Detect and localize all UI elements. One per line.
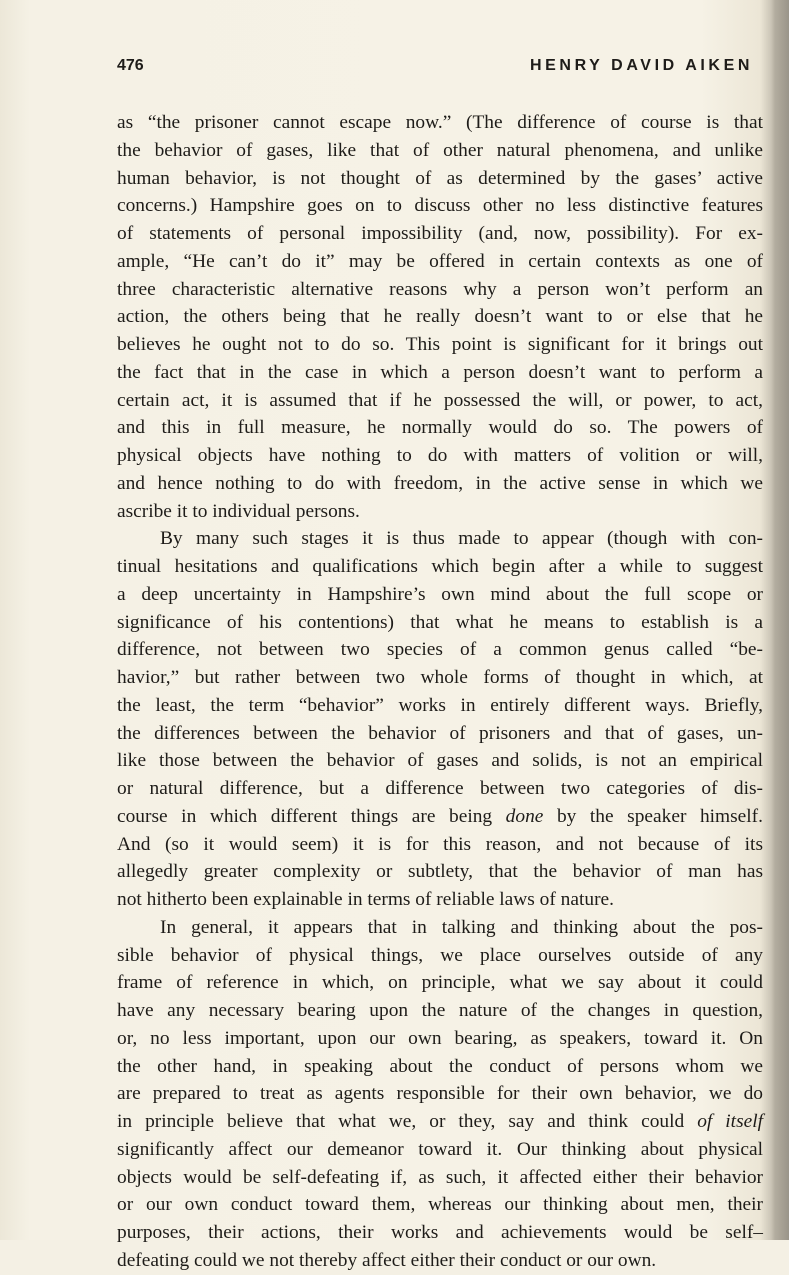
text-line: purposes, their actions, their works and achievements would be self– — [117, 1222, 763, 1243]
text-line: in principle believe that what we, or they, say and think could of itself — [117, 1111, 763, 1132]
text-line: and this in full measure, he normally would do so. The powers of — [117, 417, 763, 439]
text-line: a deep uncertainty in Hampshire’s own mind about the full scope or — [117, 583, 763, 605]
text-line: the differences between the behavior of prisoners and that of gases, un- — [117, 722, 763, 744]
text-line: certain act, it is assumed that if he possessed the will, or power, to act, — [117, 389, 763, 411]
text-line: like those between the behavior of gases and solids, is not an empirical — [117, 750, 763, 772]
text-line: or, no less important, upon our own bearing, as speakers, toward it. On — [117, 1027, 763, 1049]
text-line: course in which different things are being done by the speaker himself. — [117, 805, 763, 827]
paragraph — [117, 109, 763, 525]
text-line: not hitherto been explainable in terms of reliable laws of nature. — [117, 889, 614, 910]
text-line: the other hand, in speaking about the conduct of persons whom we — [117, 1055, 763, 1077]
text-line: as “the prisoner cannot escape now.” (The difference of course is that — [117, 112, 763, 133]
text-line: havior,” but rather between two whole forms of thought in which, at — [117, 667, 763, 688]
text-line: difference, not between two species of a common genus called “be- — [117, 639, 763, 661]
text-line: believes he ought not to do so. This point is significant for it brings out — [117, 334, 763, 355]
page-header — [117, 57, 753, 83]
text-line: In general, it appears that in talking and thinking about the pos- — [160, 916, 763, 938]
running-head: HENRY DAVID AIKEN — [530, 57, 753, 74]
text-line: of statements of personal impossibility (and, now, possibility). For ex- — [117, 223, 763, 244]
text-line: objects would be self-defeating if, as such, it affected either their behavior — [117, 1166, 763, 1188]
text-line: defeating could we not thereby affect either their conduct or our own. — [117, 1249, 657, 1271]
paragraph — [117, 914, 763, 1275]
text-line: significantly affect our demeanor toward it. Our thinking about physical — [117, 1138, 763, 1160]
text-line: And (so it would seem) it is for this reason, and not because of its — [117, 833, 763, 855]
text-line: ascribe it to individual persons. — [117, 500, 360, 522]
text-line: action, the others being that he really doesn’t want to or else that he — [117, 306, 763, 328]
text-line: or natural difference, but a difference between two categories of dis- — [117, 778, 763, 799]
text-line: the least, the term “behavior” works in entirely different ways. Briefly, — [117, 694, 763, 716]
text-line: the fact that in the case in which a person doesn’t want to perform a — [117, 361, 763, 383]
text-line: By many such stages it is thus made to appear (though with con- — [160, 528, 763, 550]
text-line: are prepared to treat as agents responsible for their own behavior, we do — [117, 1083, 763, 1105]
body-text — [117, 109, 763, 1275]
italic-text: of itself — [697, 1111, 763, 1132]
text-line: and hence nothing to do with freedom, in the active sense in which we — [117, 472, 763, 494]
spine-shadow — [771, 0, 789, 1240]
page-number: 476 — [117, 57, 144, 74]
text-line: the behavior of gases, like that of other natural phenomena, and unlike — [117, 139, 763, 161]
text-line: significance of his contentions) that what he means to establish is a — [117, 611, 763, 633]
text-line: human behavior, is not thought of as determined by the gases’ active — [117, 167, 763, 189]
italic-text: done — [505, 805, 544, 827]
text-line: three characteristic alternative reasons why a person won’t perform an — [117, 278, 763, 300]
text-line: sible behavior of physical things, we place ourselves outside of any — [117, 944, 763, 966]
text-line: physical objects have nothing to do with matters of volition or will, — [117, 445, 763, 466]
text-line: or our own conduct toward them, whereas our thinking about men, their — [117, 1194, 763, 1216]
paragraph — [117, 525, 763, 914]
text-line: have any necessary bearing upon the nature of the changes in question, — [117, 1000, 763, 1021]
text-line: ample, “He can’t do it” may be offered in certain contexts as one of — [117, 250, 763, 272]
text-line: allegedly greater complexity or subtlety, that the behavior of man has — [117, 861, 763, 883]
text-line: frame of reference in which, on principle, what we say about it could — [117, 972, 763, 994]
text-line: concerns.) Hampshire goes on to discuss other no less distinctive features — [117, 195, 763, 217]
text-line: tinual hesitations and qualifications which begin after a while to suggest — [117, 556, 763, 577]
